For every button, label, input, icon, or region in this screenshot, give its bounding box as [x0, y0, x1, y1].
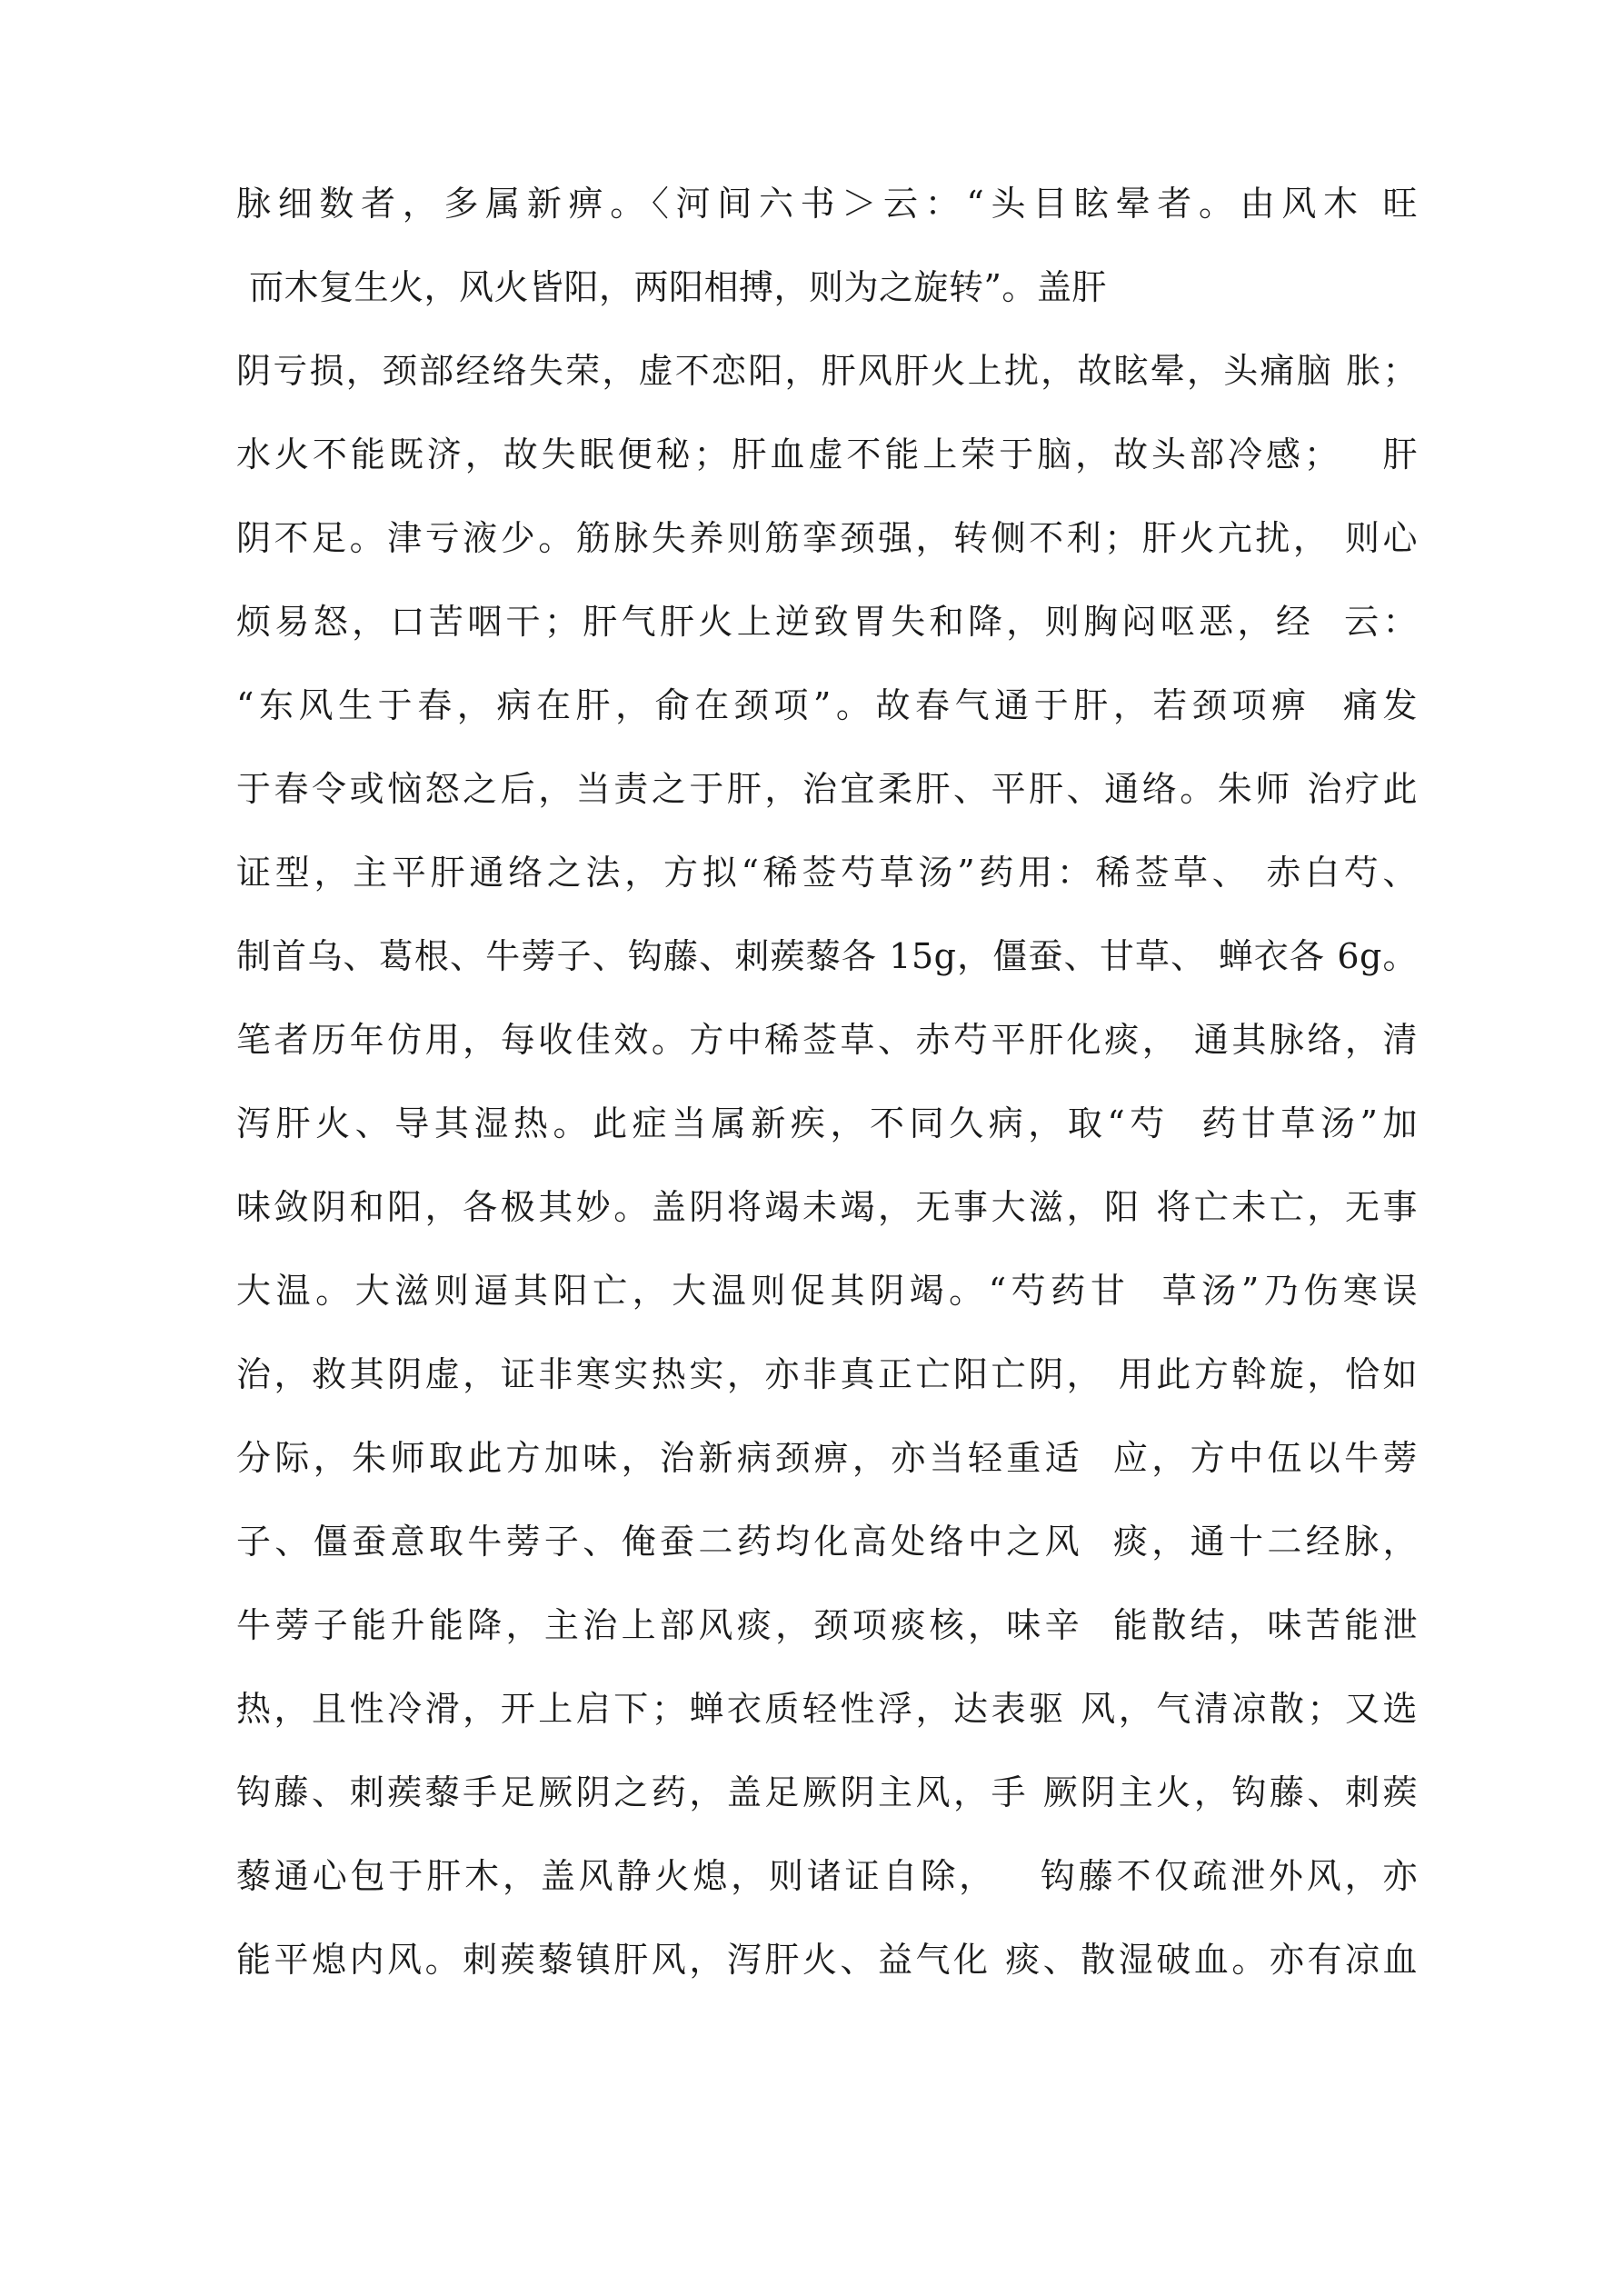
text-line: 牛蒡子能升能降，主治上部风痰，颈项痰核，味辛 能散结，味苦能泄 [236, 1605, 1418, 1645]
text-line: 烦易怒，口苦咽干；肝气肝火上逆致胃失和降，则胸闷呕恶，经 云： [236, 602, 1418, 642]
text-line: 钩藤、刺蒺藜手足厥阴之药，盖足厥阴主风，手 厥阴主火，钩藤、刺蒺 [236, 1772, 1418, 1812]
text-line: 证型，主平肝通络之法，方拟“稀莶芍草汤”药用：稀莶草、 赤白芍、 [236, 853, 1418, 893]
text-line: 阴不足。津亏液少。筋脉失养则筋挛颈强，转侧不利；肝火亢扰， 则心 [236, 518, 1418, 558]
text-line: 大温。大滋则逼其阳亡，大温则促其阴竭。“芍药甘 草汤”乃伤寒误 [236, 1271, 1418, 1311]
text-line: 能平熄内风。刺蒺藜镇肝风，泻肝火、益气化 痰、散湿破血。亦有凉血 [236, 1940, 1418, 1980]
text-line: 分际，朱师取此方加味，治新病颈痹，亦当轻重适 应，方中伍以牛蒡 [236, 1438, 1418, 1478]
text-line: 藜通心包于肝木，盖风静火熄，则诸证自除， 钩藤不仅疏泄外风，亦 [236, 1856, 1418, 1896]
text-line: 而木复生火，风火皆阳，两阳相搏，则为之旋转”。盖肝 [249, 267, 1107, 307]
text-line: 于春令或恼怒之后，当责之于肝，治宜柔肝、平肝、通络。朱师 治疗此 [236, 769, 1418, 809]
text-line: 笔者历年仿用，每收佳效。方中稀莶草、赤芍平肝化痰， 通其脉络，清 [236, 1020, 1418, 1060]
text-line: 泻肝火、导其湿热。此症当属新疾，不同久病，取“芍 药甘草汤”加 [236, 1103, 1418, 1143]
text-line: 味敛阴和阳，各极其妙。盖阴将竭未竭，无事大滋，阳 将亡未亡，无事 [236, 1187, 1418, 1227]
text-line: 脉细数者，多属新痹。〈河间六书＞云：“头目眩晕者。由风木 旺 [236, 184, 1418, 224]
text-line: 阴亏损，颈部经络失荣，虚不恋阳，肝风肝火上扰，故眩晕，头痛脑 胀； [236, 351, 1418, 391]
body-text [236, 162, 1418, 2002]
text-line: “东风生于春，病在肝，俞在颈项”。故春气通于肝，若颈项痹 痛发 [236, 685, 1418, 725]
text-line: 子、僵蚕意取牛蒡子、俺蚕二药均化高处络中之风 痰，通十二经脉， [236, 1522, 1418, 1562]
text-line: 制首乌、葛根、牛蒡子、钩藤、刺蒺藜各 15g，僵蚕、甘草、 蝉衣各 6g。 [236, 936, 1418, 976]
text-line: 治，救其阴虚，证非寒实热实，亦非真正亡阳亡阴， 用此方斡旋，恰如 [236, 1354, 1418, 1394]
text-line: 热，且性冷滑，开上启下；蝉衣质轻性浮，达表驱 风，气清凉散；又选 [236, 1689, 1418, 1729]
text-line: 水火不能既济，故失眠便秘；肝血虚不能上荣于脑，故头部冷感； 肝 [236, 434, 1418, 474]
